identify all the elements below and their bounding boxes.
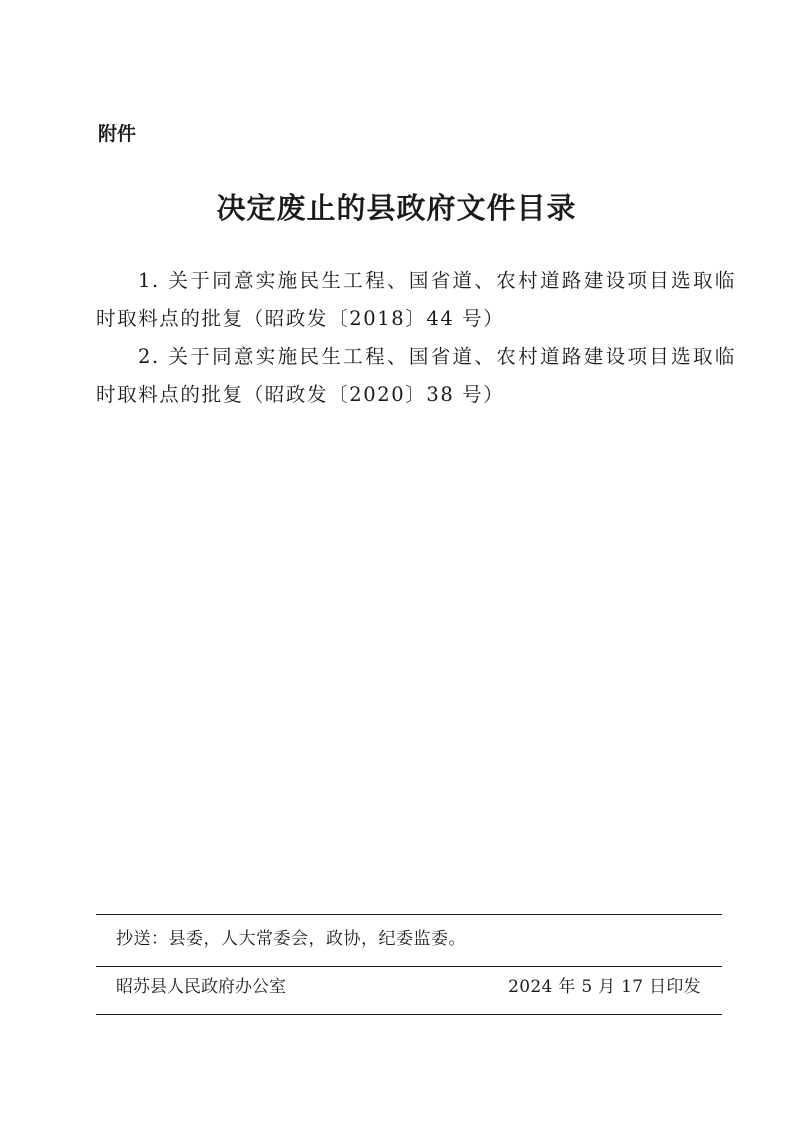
issuing-office: 昭苏县人民政府办公室 — [116, 977, 286, 997]
list-item: 1. 关于同意实施民生工程、国省道、农村道路建设项目选取临时取料点的批复（昭政发〔2018〕44 号） — [96, 269, 736, 330]
attachment-label: 附件 — [98, 123, 137, 145]
cc-recipients: 抄送：县委，人大常委会，政协，纪委监委。 — [116, 929, 466, 949]
footer-top-rule — [96, 914, 722, 915]
list-item: 2. 关于同意实施民生工程、国省道、农村道路建设项目选取临时取料点的批复（昭政发〔2020〕38 号） — [96, 345, 736, 406]
repealed-file-list — [96, 262, 736, 414]
document-title: 决定废止的县政府文件目录 — [216, 191, 577, 225]
issue-date: 2024 年 5 月 17 日印发 — [508, 977, 701, 997]
footer-bottom-rule — [96, 1014, 722, 1015]
footer-middle-rule — [96, 966, 722, 967]
